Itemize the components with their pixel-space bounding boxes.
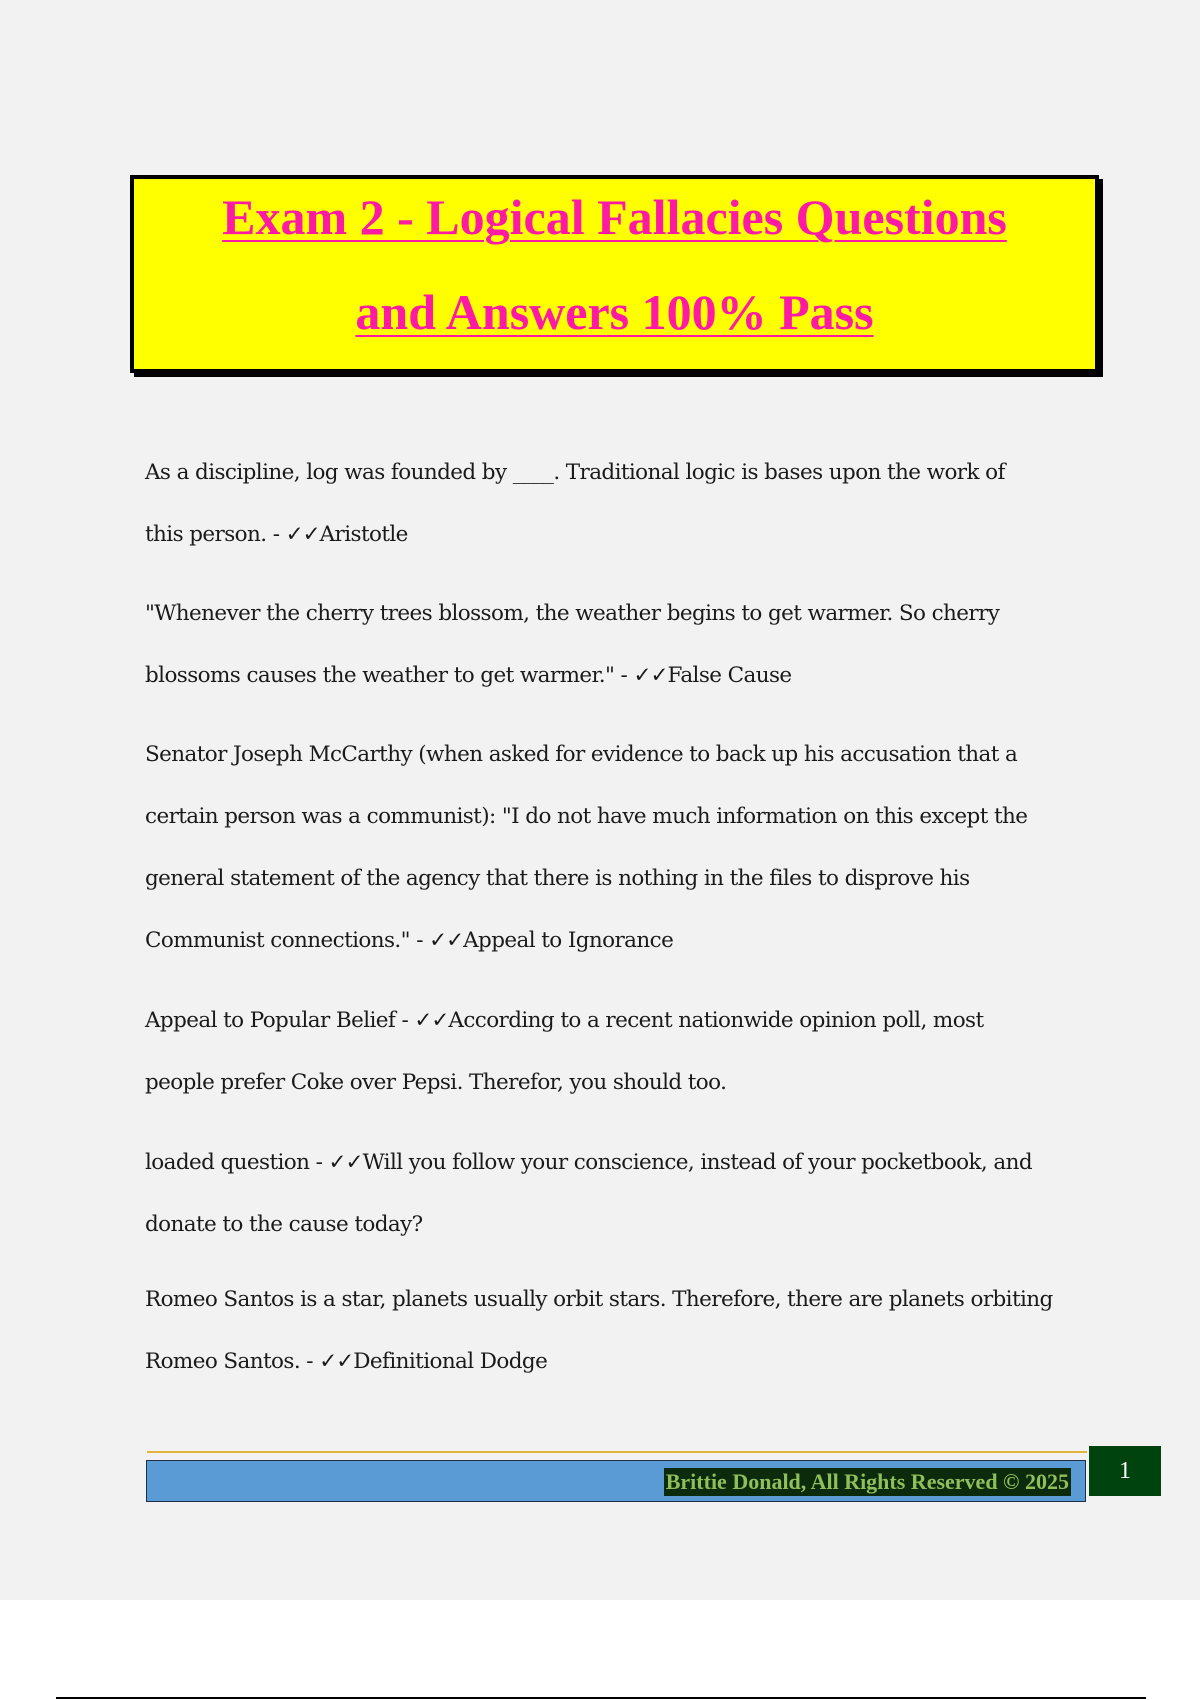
qa-item [145,583,1085,707]
footer-bar [146,1460,1086,1502]
qa-question-line: Senator Joseph McCarthy (when asked for evidence to back up his accusation that a [145,742,1018,767]
qa-question-line: Romeo Santos is a star, planets usually orbit stars. Therefore, there are planets orbiting [145,1287,1053,1312]
title-banner [130,175,1099,373]
qa-item [145,442,1085,566]
qa-answer-line [145,1331,1085,1393]
qa-question-line: As a discipline, log was founded by ____. Traditional logic is bases upon the work of [145,460,1005,485]
double-check-icon: ✓✓ [328,1150,363,1175]
qa-item [145,1132,1085,1256]
footer-copyright: Brittie Donald, All Rights Reserved © 2025 [665,1469,1069,1494]
qa-answer-continuation: people prefer Coke over Pepsi. Therefor, you should too. [145,1070,727,1095]
qa-question-line: general statement of the agency that there is nothing in the files to disprove his [145,866,970,891]
footer-divider [147,1451,1087,1453]
qa-item [145,990,1085,1114]
qa-answer-text: Will you follow your conscience, instead of your pocketbook, and [362,1150,1033,1175]
qa-answer-text: Aristotle [319,522,408,547]
qa-question-line: certain person was a communist): "I do not have much information on this except the [145,804,1028,829]
qa-question-text: Romeo Santos. - [145,1349,320,1374]
qa-answer-line [145,504,1085,566]
qa-question-text: blossoms causes the weather to get warmer." - [145,663,634,688]
qa-answer-line [145,1132,1085,1194]
double-check-icon: ✓✓ [319,1349,354,1374]
title-line-2 [134,282,1095,342]
qa-answer-text: Definitional Dodge [353,1349,548,1374]
page-number: 1 [1089,1446,1161,1496]
qa-answer-line [145,990,1085,1052]
double-check-icon: ✓✓ [633,663,668,688]
qa-question-line: "Whenever the cherry trees blossom, the weather begins to get warmer. So cherry [145,601,1000,626]
qa-question-text: Appeal to Popular Belief - [145,1008,415,1033]
qa-answer-continuation: donate to the cause today? [145,1212,423,1237]
page-bottom-divider [56,1697,1146,1699]
qa-question-text: Communist connections." - [145,928,430,953]
title-text-1: Exam 2 - Logical Fallacies Questions [222,189,1007,245]
qa-answer-text: According to a recent nationwide opinion poll, most [448,1008,984,1033]
qa-answer-text: False Cause [667,663,792,688]
double-check-icon: ✓✓ [414,1008,449,1033]
qa-answer-text: Appeal to Ignorance [463,928,674,953]
qa-question-text: loaded question - [145,1150,329,1175]
qa-answer-line [145,910,1085,972]
title-line-1 [134,187,1095,247]
qa-question-text: this person. - [145,522,286,547]
title-text-2: and Answers 100% Pass [355,284,874,340]
qa-item [145,1269,1085,1393]
qa-item [145,724,1085,972]
qa-answer-line [145,645,1085,707]
double-check-icon: ✓✓ [429,928,464,953]
double-check-icon: ✓✓ [285,522,320,547]
